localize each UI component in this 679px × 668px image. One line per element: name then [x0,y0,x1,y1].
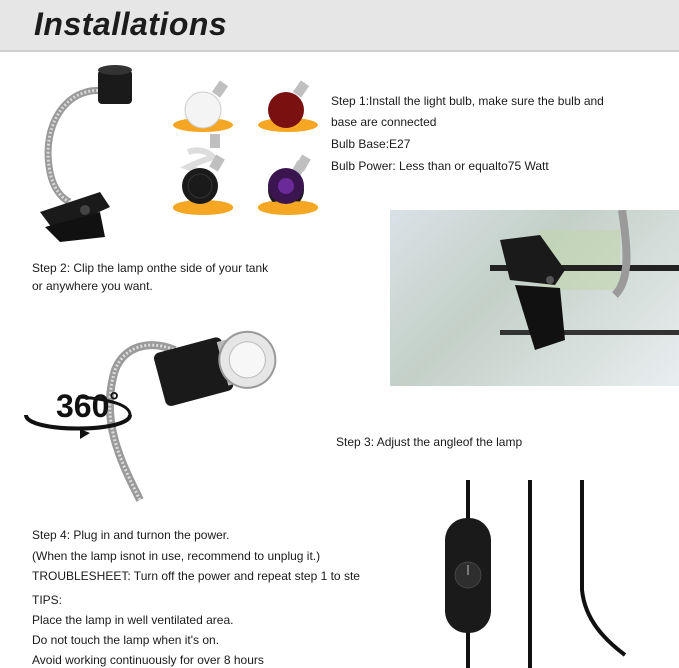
step3-text: Step 3: Adjust the angleof the lamp [336,435,523,449]
bulb-power-spec: Bulb Power: Less than or equalto75 Watt [331,159,549,173]
tip-item: Place the lamp in well ventilated area. [32,613,234,627]
step1-line2: base are connected [331,115,437,129]
tank-clip-photo [390,210,679,386]
tip-item: Do not touch the lamp when it's on. [32,633,220,647]
black-ceramic-bulb-icon [168,148,238,218]
troubleshoot-text: TROUBLESHEET: Turn off the power and repeat step 1 to ste [32,569,360,583]
purple-bulb-icon [253,148,323,218]
bulb-base-spec: Bulb Base:E27 [331,137,411,151]
rotation-badge [18,385,138,445]
step1-line1: Step 1:Install the light bulb, make sure the bulb and [331,94,604,108]
clip-lamp-illustration [30,62,170,242]
rotation-degrees-label: 360 [56,388,110,424]
step2-line1: Step 2: Clip the lamp onthe side of your tank [32,261,269,275]
step2-line2: or anywhere you want. [32,279,153,293]
tips-heading: TIPS: [32,593,63,607]
step4-line1: Step 4: Plug in and turnon the power. [32,528,230,542]
dimmer-switch-illustration [420,480,660,668]
degree-symbol: ° [109,388,119,415]
page-title: Installations [34,6,228,42]
tip-item: Avoid working continuously for over 8 hours [32,653,264,667]
step4-line2: (When the lamp isnot in use, recommend to unplug it.) [32,549,321,563]
header-bar [0,0,679,52]
